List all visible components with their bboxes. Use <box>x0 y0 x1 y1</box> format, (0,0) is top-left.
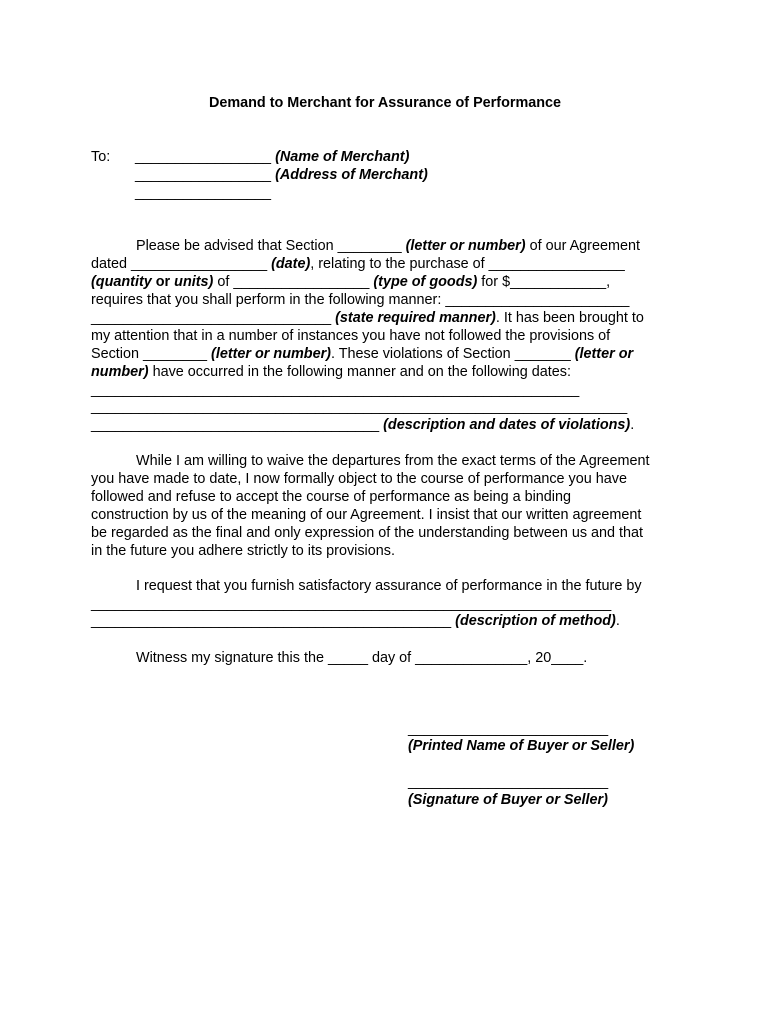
letter-or-number-label: (letter or number) <box>405 238 526 254</box>
para1-text: ____________________________________ <box>91 417 384 433</box>
para1-line-3 <box>91 273 610 291</box>
para1-text: for $____________, <box>477 274 611 290</box>
para2-line-4: construction by us of the meaning of our Agreement. I insist that our written agreement <box>91 507 642 523</box>
para1-text: . These violations of Section _______ <box>330 346 575 362</box>
letter-or-label: (letter or <box>574 346 634 362</box>
type-of-goods-label: (type of goods) <box>373 274 478 290</box>
para1-line-2 <box>91 255 625 273</box>
number-label: number) <box>91 364 149 380</box>
signature-blank: _________________________ <box>408 774 609 790</box>
para2-line-3: followed and refuse to accept the course of performance as being a binding <box>91 489 571 505</box>
para2-line-2: you have made to date, I now formally object to the course of performance you have <box>91 471 627 487</box>
para2-line-6: in the future you adhere strictly to its provisions. <box>91 543 395 559</box>
merchant-address-label: (Address of Merchant) <box>275 167 428 183</box>
para3-line-3 <box>91 612 620 630</box>
merchant-address-blank: _________________ <box>135 167 272 183</box>
printed-name-label: (Printed Name of Buyer or Seller) <box>408 738 635 754</box>
para2-line-5: be regarded as the final and only expression of the understanding between us and that <box>91 525 644 541</box>
para3-line-1: I request that you furnish satisfactory assurance of performance in the future by <box>136 578 642 594</box>
to-line-extra: _________________ <box>135 185 272 201</box>
para1-line-6: my attention that in a number of instances you have not followed the provisions of <box>91 328 611 344</box>
to-line-merchant-name <box>135 148 409 166</box>
merchant-name-label: (Name of Merchant) <box>275 149 410 165</box>
para2-line-1: While I am willing to waive the departures from the exact terms of the Agreement <box>136 453 650 469</box>
para1-line-11 <box>91 416 634 434</box>
para1-text: Section ________ <box>91 346 212 362</box>
para3-text: _____________________________________________ <box>91 613 456 629</box>
para1-line-8 <box>91 363 571 381</box>
signature-label: (Signature of Buyer or Seller) <box>408 792 608 808</box>
para1-text: . <box>630 417 635 433</box>
to-label: To: <box>91 149 111 165</box>
para1-line-9: _____________________________________________________________ <box>91 382 580 398</box>
para1-text: have occurred in the following manner and on the following dates: <box>148 364 571 380</box>
state-required-manner-label: (state required manner) <box>335 310 496 326</box>
printed-name-blank: _________________________ <box>408 721 609 737</box>
para1-line-5 <box>91 309 644 327</box>
para1-text: ______________________________ <box>91 310 336 326</box>
para1-text: of our Agreement <box>525 238 640 254</box>
page-title: Demand to Merchant for Assurance of Performance <box>208 95 562 111</box>
letter-or-number-label: (letter or number) <box>211 346 331 362</box>
para1-text: Please be advised that Section ________ <box>136 238 406 254</box>
para1-text: dated _________________ <box>91 256 272 272</box>
violations-label: (description and dates of violations) <box>383 417 631 433</box>
para1-line-4: requires that you shall perform in the following manner: _______________________ <box>91 292 630 308</box>
para1-line-10: ___________________________________________________________________ <box>91 399 628 415</box>
para1-line-7 <box>91 345 633 363</box>
quantity-label: (quantity <box>91 274 152 290</box>
merchant-name-blank: _________________ <box>135 149 272 165</box>
witness-line: Witness my signature this the _____ day of ______________, 20____. <box>136 650 588 666</box>
date-label: (date) <box>271 256 311 272</box>
para1-text: of _________________ <box>213 274 374 290</box>
para3-line-2: _________________________________________________________________ <box>91 596 612 612</box>
para1-text: . It has been brought to <box>495 310 644 326</box>
units-label: units) <box>174 274 214 290</box>
description-of-method-label: (description of method) <box>455 613 616 629</box>
para3-text: . <box>615 613 620 629</box>
to-line-merchant-address <box>135 166 428 184</box>
para1-text: , relating to the purchase of _________________ <box>310 256 625 272</box>
or-label: or <box>151 274 175 290</box>
para1-line-1 <box>136 237 640 255</box>
